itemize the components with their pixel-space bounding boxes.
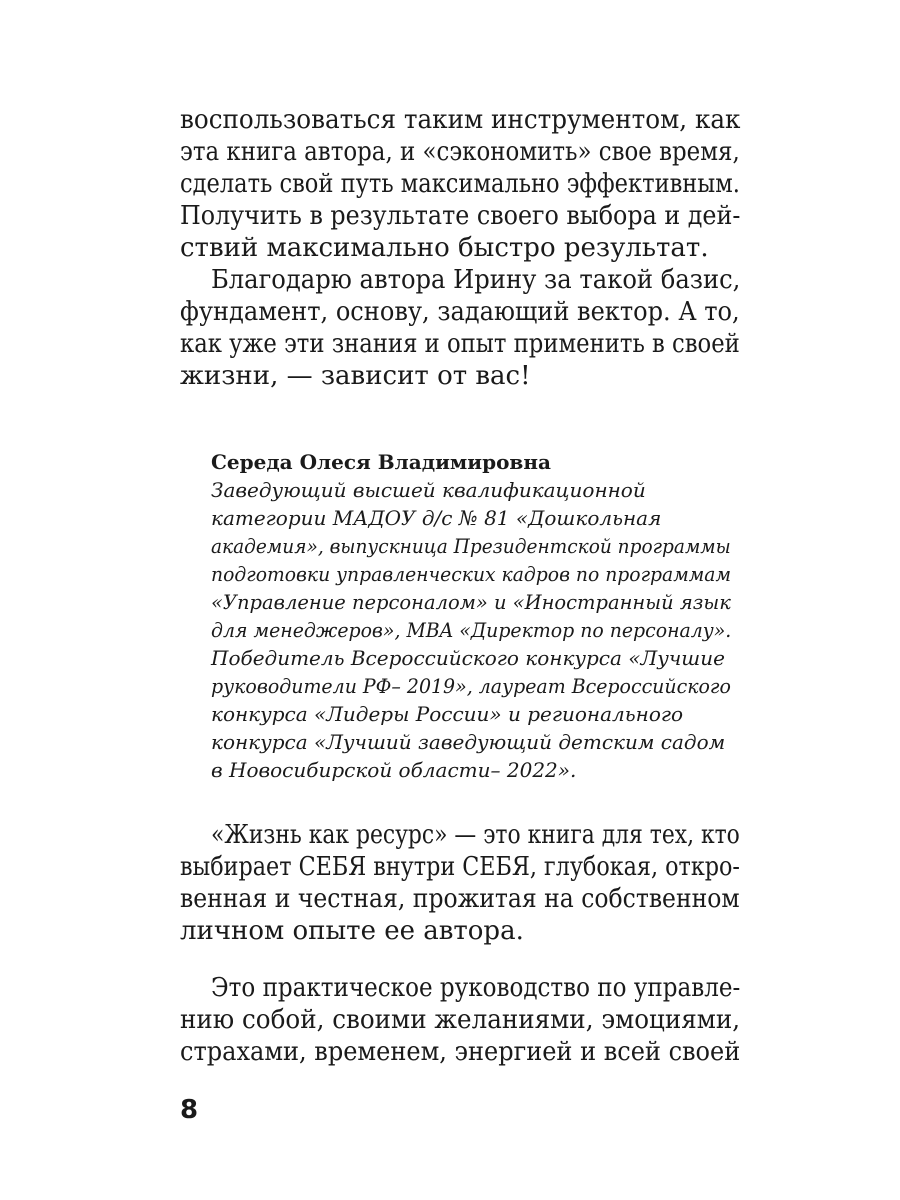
paragraph-3-line-1: «Жизнь как ресурс» — это книга для тех, кто: [211, 820, 740, 850]
paragraph-3-line-2: выбирает СЕБЯ внутри СЕБЯ, глубокая, откро-: [180, 852, 740, 882]
paragraph-1-line-4: Получить в результате своего выбора и дей-: [180, 201, 741, 231]
bio-line-6: для менеджеров», MBA «Директор по персоналу».: [211, 618, 732, 642]
bio-line-8: руководители РФ– 2019», лауреат Всероссийского: [211, 674, 731, 698]
paragraph-2-line-4: жизни, — зависит от вас!: [180, 361, 531, 391]
bio-line-7: Победитель Всероссийского конкурса «Лучшие: [211, 646, 725, 670]
bio-line-11: в Новосибирской области– 2022».: [211, 758, 577, 782]
paragraph-1-line-1: воспользоваться таким инструментом, как: [180, 105, 741, 135]
bio-line-5: «Управление персоналом» и «Иностранный язык: [211, 590, 731, 614]
paragraph-2-line-1: Благодарю автора Ирину за такой базис,: [211, 265, 741, 295]
paragraph-3-line-4: личном опыте ее автора.: [180, 916, 524, 946]
paragraph-4-line-2: нию собой, своими желаниями, эмоциями,: [180, 1005, 741, 1035]
paragraph-2-line-2: фундамент, основу, задающий вектор. А то,: [180, 297, 740, 327]
paragraph-1-line-5: ствий максимально быстро результат.: [180, 233, 709, 263]
paragraph-4-line-1: Это практическое руководство по управле-: [211, 973, 741, 1003]
bio-line-9: конкурса «Лидеры России» и регионального: [211, 702, 684, 726]
bio-line-3: академия», выпускница Президентской программы: [211, 534, 731, 558]
bio-line-4: подготовки управленческих кадров по программам: [211, 562, 731, 586]
paragraph-1-line-3: сделать свой путь максимально эффективным.: [180, 169, 740, 199]
paragraph-3-line-3: венная и честная, прожитая на собственном: [180, 884, 740, 914]
paragraph-1-line-2: эта книга автора, и «сэкономить» свое время,: [180, 137, 740, 167]
bio-line-10: конкурса «Лучший заведующий детским садом: [211, 730, 726, 754]
page-number: 8: [180, 1095, 199, 1125]
paragraph-2-line-3: как уже эти знания и опыт применить в своей: [180, 329, 740, 359]
paragraph-4-line-3: страхами, временем, энергией и всей своей: [180, 1037, 741, 1067]
bio-line-1: Заведующий высшей квалификационной: [211, 478, 646, 502]
bio-line-2: категории МАДОУ д/с № 81 «Дошкольная: [211, 506, 662, 530]
bio-author-name: Середа Олеся Владимировна: [211, 450, 551, 474]
